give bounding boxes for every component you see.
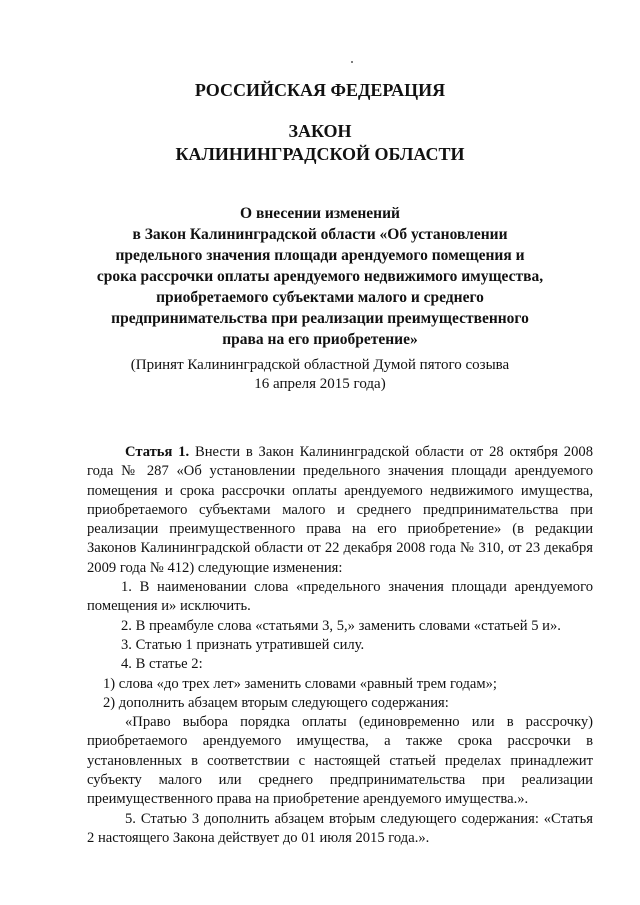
article-body [87, 443, 593, 848]
federation-heading: РОССИЙСКАЯ ФЕДЕРАЦИЯ [194, 80, 446, 100]
law-title-line: приобретаемого субъектами малого и среднего [156, 289, 484, 306]
amendment-item-5: 5. Статью 3 дополнить абзацем вторым следующего содержания: «Статья 2 настоящего Закона действует до 01 июля 2015 года.». [87, 810, 593, 846]
law-title-line: предпринимательства при реализации преимущественного [111, 310, 529, 327]
amendment-item-2: 2. В преамбуле слова «статьями 3, 5,» заменить словами «статьей 5 и». [121, 617, 561, 634]
article-intro-text: Внести в Закон Калининградской области от 28 октября 2008 года № 287 «Об установлении предельного значения площади арендуемого помещения и срока рассрочки оплаты арендуемого недвижимого имущества, приобретаемого субъектами малого и среднего предпринимательства при реализации преимущественного права на его приобретение» (в редакции Законов Калининградской области от 22 декабря 2008 года № 310, от 23 декабря 2009 года № 412) следующие изменения: [87, 444, 593, 576]
law-title-line: О внесении изменений [240, 205, 400, 222]
law-heading [0, 120, 640, 166]
amendment-subitem-2: 2) дополнить абзацем вторым следующего содержания: [103, 694, 449, 711]
scan-speck [351, 61, 353, 63]
law-heading-line2: КАЛИНИНГРАДСКОЙ ОБЛАСТИ [175, 144, 465, 164]
amendment-item-3: 3. Статью 1 признать утратившей силу. [121, 636, 365, 653]
law-title-line: предельного значения площади арендуемого помещения и [115, 247, 525, 264]
amendment-subitem-1: 1) слова «до трех лет» заменить словами «равный трем годам»; [103, 675, 497, 692]
article-intro-paragraph [87, 443, 593, 578]
article-label: Статья 1. [125, 444, 190, 460]
law-heading-line1: ЗАКОН [288, 121, 352, 141]
adoption-note [0, 356, 640, 394]
law-title-line: срока рассрочки оплаты арендуемого недвижимого имущества, [96, 268, 544, 285]
law-title-line: в Закон Калининградской области «Об установлении [132, 226, 508, 243]
law-title [60, 203, 580, 350]
amendment-item-4: 4. В статье 2: [121, 656, 203, 673]
amendment-item-1: 1. В наименовании слова «предельного значения площади арендуемого помещения и» исключить. [87, 579, 593, 615]
adoption-note-line1: (Принят Калининградской областной Думой пятого созыва [130, 357, 510, 373]
adoption-note-line2: 16 апреля 2015 года) [254, 376, 386, 392]
law-title-line: права на его приобретение» [222, 331, 418, 348]
quoted-paragraph: «Право выбора порядка оплаты (единовременно или в рассрочку) приобретаемого арендуемого имущества, а также срока рассрочки в установленных в соответствии с настоящей статьей пределах принадлежит субъекту малого или среднего предпринимательства при реализации преимущественного права на приобретение арендуемого имущества.». [87, 714, 593, 808]
